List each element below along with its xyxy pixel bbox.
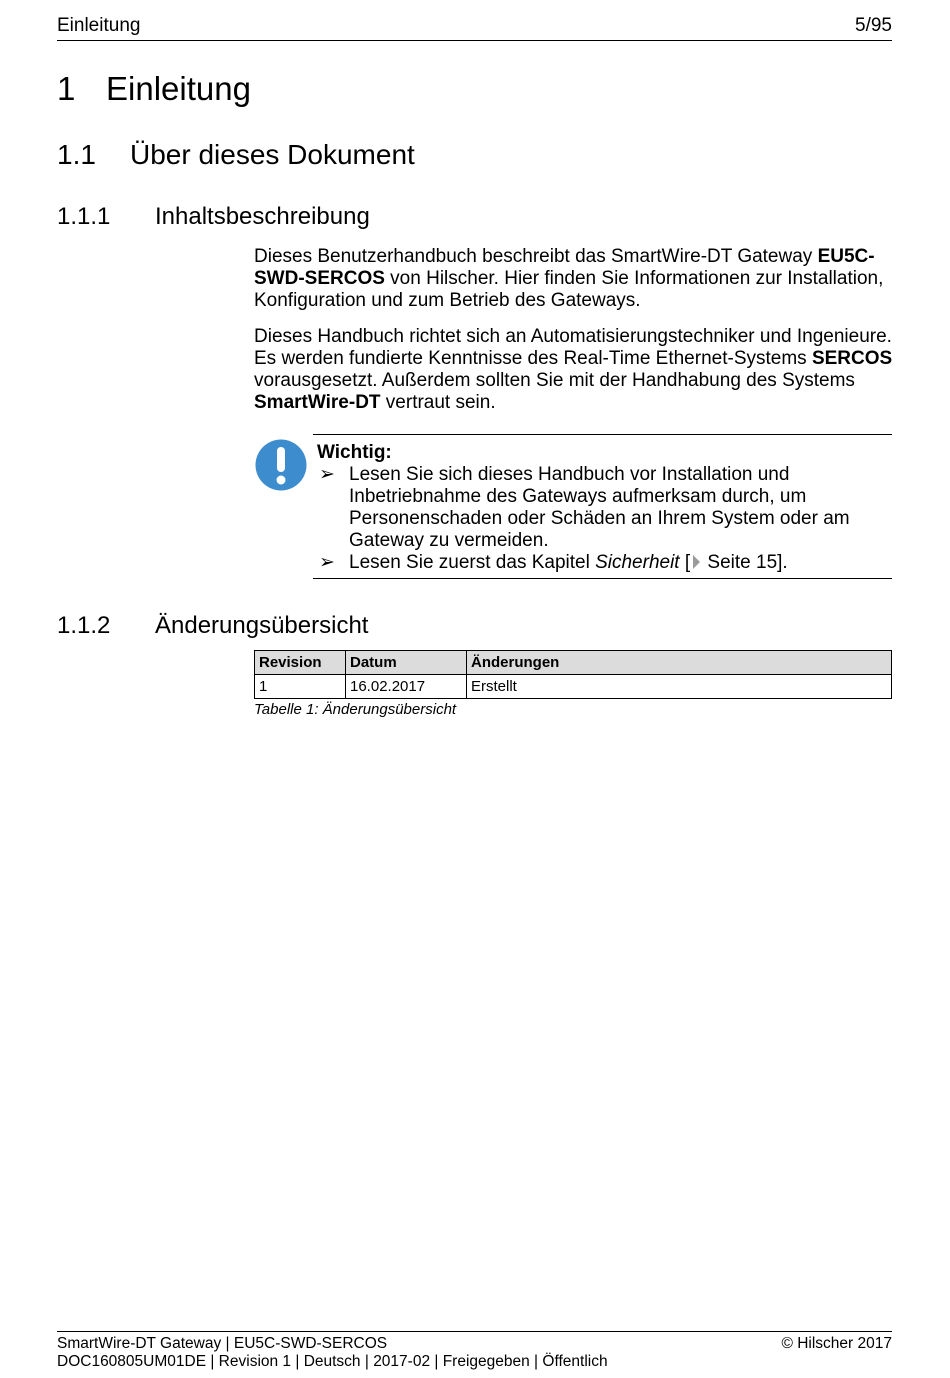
chapter-heading	[57, 70, 251, 108]
header-divider	[57, 40, 892, 41]
chapter-title: Einleitung	[106, 70, 251, 107]
note-top-rule	[313, 434, 892, 435]
note-item-text: Lesen Sie sich dieses Handbuch vor Installation und Inbetriebnahme des Gateways aufmerksam durch, um Personenschaden oder Schäden an Ihrem System oder am Gateway zu vermeiden.	[349, 464, 850, 551]
table-header-row	[255, 651, 892, 675]
note-title: Wichtig:	[317, 442, 392, 463]
column-header-revision: Revision	[255, 651, 346, 675]
text-run: Dieses Handbuch richtet sich an Automatisierungstechniker und Ingenieure. Es werden fundierte Kenntnisse des Real-Time Ethernet-Systems	[254, 326, 892, 369]
page-reference-arrow-icon	[693, 555, 700, 569]
bullet-arrow-icon: ➢	[319, 464, 335, 485]
note-item-text: Lesen Sie zuerst das Kapitel	[349, 552, 596, 573]
note-list-item	[317, 464, 887, 552]
text-run: von Hilscher. Hier finden Sie Informationen zur Installation, Konfiguration und zum Betrieb des Gateways.	[254, 268, 884, 311]
text-run: vertraut sein.	[380, 392, 496, 413]
section-heading	[57, 139, 415, 171]
chapter-link[interactable]: Sicherheit	[595, 552, 680, 573]
section-number: 1.1	[57, 139, 96, 170]
subsection-title: Änderungsübersicht	[155, 612, 369, 639]
header-section-title: Einleitung	[57, 15, 141, 36]
footer-divider	[57, 1331, 892, 1332]
important-exclamation-icon	[255, 439, 307, 491]
table-row	[255, 675, 892, 699]
note-bottom-rule	[313, 578, 892, 579]
bullet-arrow-icon: ➢	[319, 552, 335, 573]
page-reference-link[interactable]: Seite 15	[702, 552, 778, 573]
revision-table	[254, 650, 892, 699]
subsection-number: 1.1.2	[57, 612, 111, 639]
header-page-number: 5/95	[855, 15, 892, 36]
table-cell: 1	[255, 675, 346, 699]
note-list	[317, 464, 887, 574]
product-name: EU5C-SWD-SERCOS	[254, 246, 875, 289]
subsection-number: 1.1.1	[57, 203, 111, 230]
text-run: [	[679, 552, 691, 573]
subsection-heading-revisions	[57, 612, 368, 640]
text-run: Dieses Benutzerhandbuch beschreibt das SmartWire-DT Gateway	[254, 246, 818, 267]
system-name: SmartWire-DT	[254, 392, 381, 413]
subsection-heading-content	[57, 203, 370, 231]
intro-paragraph	[254, 246, 894, 312]
chapter-number: 1	[57, 70, 76, 107]
footer-document-info: DOC160805UM01DE | Revision 1 | Deutsch | 2017-02 | Freigegeben | Öffentlich	[57, 1353, 608, 1370]
column-header-date: Datum	[346, 651, 467, 675]
text-run: ].	[777, 552, 788, 573]
footer-product: SmartWire-DT Gateway | EU5C-SWD-SERCOS	[57, 1335, 388, 1352]
audience-paragraph	[254, 326, 894, 414]
table-caption: Tabelle 1: Änderungsübersicht	[254, 701, 457, 718]
subsection-title: Inhaltsbeschreibung	[155, 203, 370, 230]
section-title: Über dieses Dokument	[130, 139, 415, 170]
footer-copyright: © Hilscher 2017	[781, 1335, 892, 1352]
table-cell: 16.02.2017	[346, 675, 467, 699]
column-header-changes: Änderungen	[467, 651, 892, 675]
text-run: vorausgesetzt. Außerdem sollten Sie mit der Handhabung des Systems	[254, 370, 855, 391]
note-list-item	[317, 552, 887, 574]
table-cell: Erstellt	[467, 675, 892, 699]
system-name: SERCOS	[811, 348, 893, 369]
